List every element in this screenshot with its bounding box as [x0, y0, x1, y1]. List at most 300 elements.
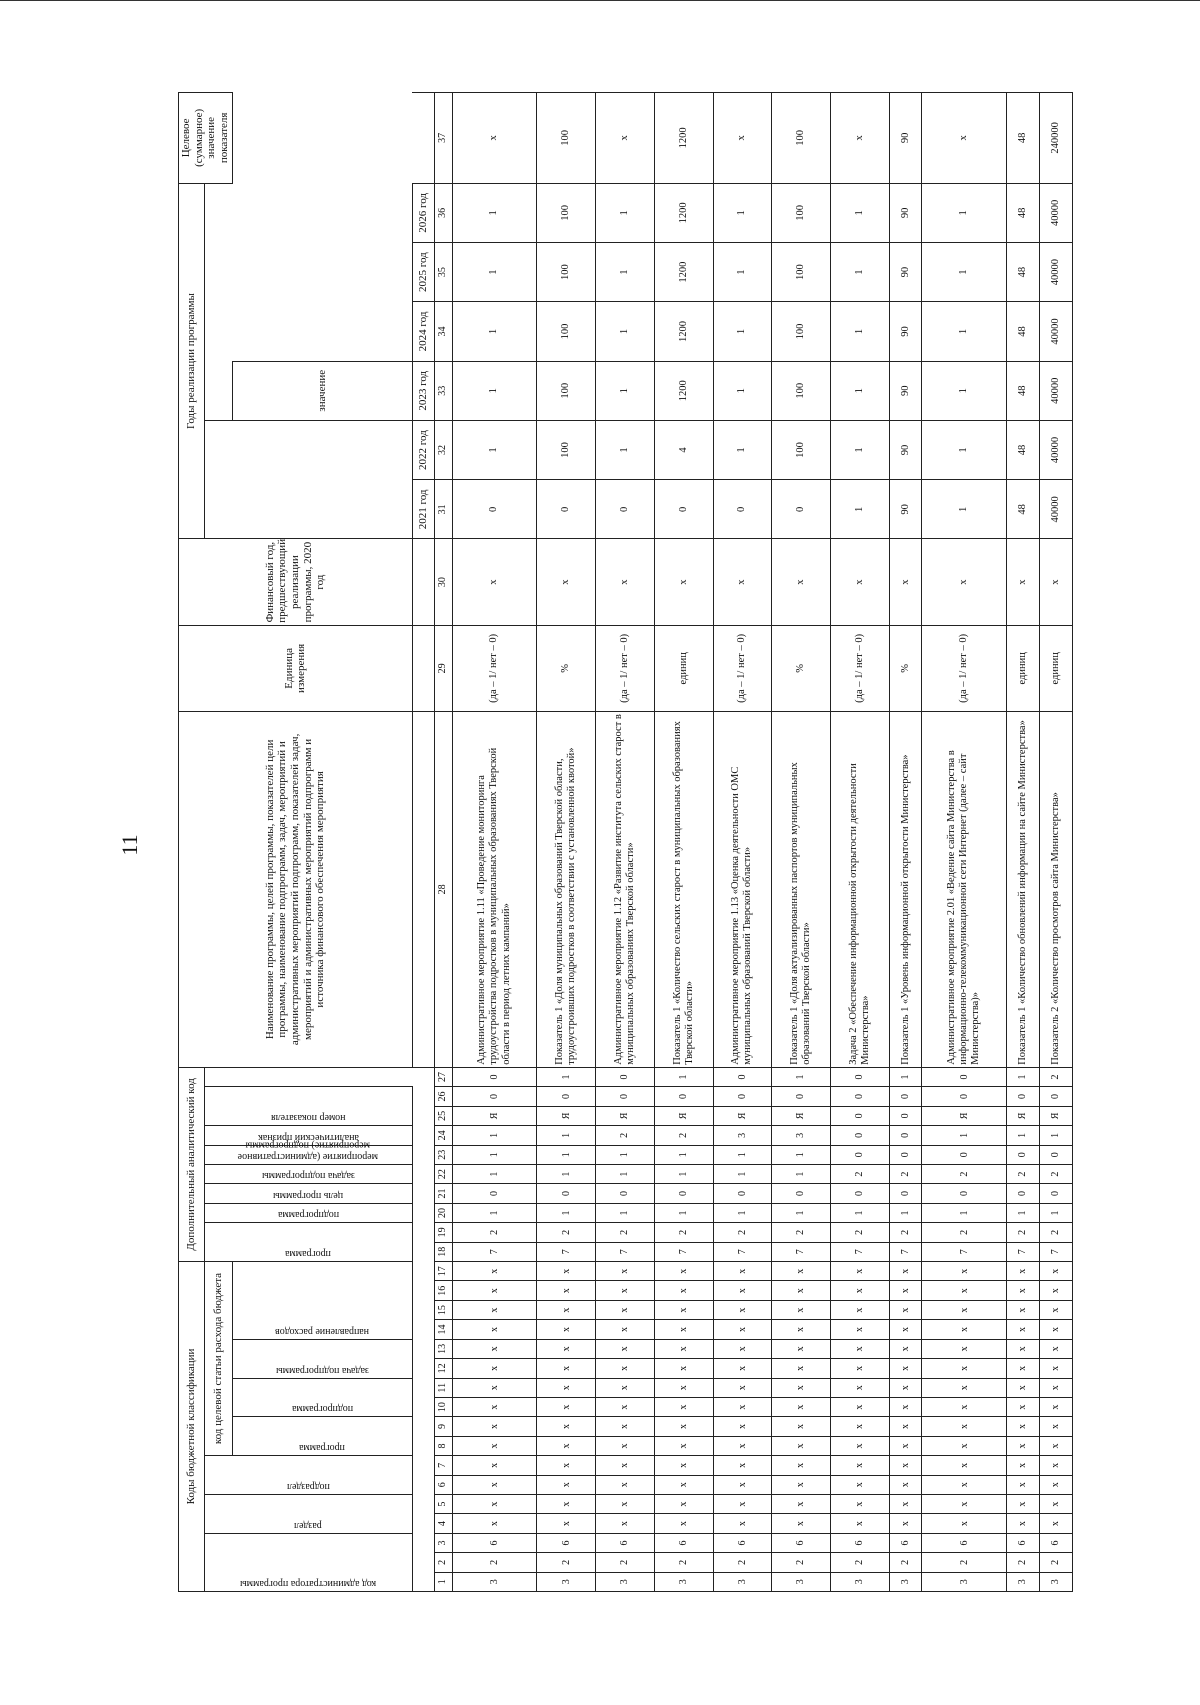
code-digit-cell: x [922, 1436, 1007, 1455]
code-digit-cell: x [922, 1378, 1007, 1397]
code-digit-cell: x [831, 1397, 890, 1416]
code-digit-cell: x [713, 1436, 772, 1455]
section-header: раздел [205, 1494, 413, 1533]
code-digit-cell: 0 [922, 1087, 1007, 1106]
code-digit-cell: 0 [831, 1087, 890, 1106]
code-digit-cell: 2 [537, 1223, 596, 1242]
code-digit-cell: x [654, 1300, 713, 1319]
code-digit-cell: x [922, 1475, 1007, 1494]
code-digit-cell: x [654, 1281, 713, 1300]
code-digit-cell: 1 [1039, 1203, 1072, 1222]
row-name-cell: Административное мероприятие 1.13 «Оценка деятельности ОМС муниципальных образований Тверской области» [713, 711, 772, 1067]
target-article-header: код целевой статьи расхода бюджета [205, 1261, 233, 1455]
year-value-cell: 100 [537, 420, 596, 479]
code-digit-cell: x [922, 1494, 1007, 1513]
code-digit-cell: x [922, 1300, 1007, 1319]
code-digit-cell: x [1007, 1475, 1040, 1494]
code-digit-cell: x [537, 1456, 596, 1475]
code-digit-cell: 1 [1007, 1126, 1040, 1145]
year-value-cell: 48 [1007, 243, 1040, 302]
code-digit-cell: x [1007, 1300, 1040, 1319]
code-digit-cell: 2 [831, 1223, 890, 1242]
code-spacer [412, 1067, 434, 1591]
column-number-cell: 16 [434, 1281, 452, 1300]
column-number-cell: 37 [434, 93, 452, 184]
code-digit-cell: 1 [889, 1067, 922, 1087]
code-digit-cell: 0 [596, 1067, 655, 1087]
code-digit-cell: x [537, 1339, 596, 1358]
row-name-cell: Задача 2 «Обеспечение информационной открытости деятельности Министерства» [831, 711, 890, 1067]
indicators-table [178, 92, 1073, 1592]
code-digit-cell: 0 [1039, 1145, 1072, 1164]
code-digit-cell: 7 [537, 1242, 596, 1261]
code-digit-cell: 1 [537, 1145, 596, 1164]
column-number-cell: 26 [434, 1087, 452, 1106]
year-value-cell: 1200 [654, 243, 713, 302]
prev-year-cell: x [772, 539, 831, 625]
column-number-cell: 24 [434, 1126, 452, 1145]
year-value-cell: 1 [452, 420, 537, 479]
column-number-cell: 3 [434, 1533, 452, 1552]
table-row [596, 93, 655, 1592]
code-digit-cell: 0 [713, 1184, 772, 1203]
year-value-cell: 100 [772, 183, 831, 242]
code-digit-cell: x [1007, 1281, 1040, 1300]
target-value-cell: 90 [889, 93, 922, 184]
code-digit-cell: x [831, 1417, 890, 1436]
code-digit-cell: x [1007, 1339, 1040, 1358]
year-2021-header: 2021 год [412, 480, 434, 539]
prev-year-cell: x [537, 539, 596, 625]
code-digit-cell: 3 [831, 1572, 890, 1591]
year-value-cell: 90 [889, 361, 922, 420]
code-digit-cell: 0 [831, 1145, 890, 1164]
a-goal-header: цель программы [205, 1184, 413, 1203]
year-value-cell: 0 [452, 480, 537, 539]
code-digit-cell: x [1039, 1514, 1072, 1533]
code-digit-cell: 1 [596, 1145, 655, 1164]
code-digit-cell: 1 [654, 1145, 713, 1164]
year-value-cell: 90 [889, 420, 922, 479]
column-number-cell: 6 [434, 1475, 452, 1494]
code-digit-cell: 1 [596, 1164, 655, 1183]
target-value-cell: 100 [772, 93, 831, 184]
year-value-cell: 90 [889, 243, 922, 302]
code-digit-cell: 3 [537, 1572, 596, 1591]
code-digit-cell: x [1039, 1320, 1072, 1339]
code-digit-cell: x [537, 1281, 596, 1300]
value-spacer [412, 93, 434, 184]
year-value-cell: 1 [831, 480, 890, 539]
year-value-cell: 1 [922, 480, 1007, 539]
prev-year-cell: x [654, 539, 713, 625]
year-value-cell: 1 [713, 183, 772, 242]
year-value-cell: 1 [452, 361, 537, 420]
code-digit-cell: 2 [1039, 1067, 1072, 1087]
code-digit-cell: 1 [452, 1145, 537, 1164]
prev-spacer [412, 539, 434, 625]
code-digit-cell: 3 [596, 1572, 655, 1591]
year-value-cell: 1 [713, 302, 772, 361]
target-value-header: Целевое (суммарное) значение показателя [179, 93, 233, 184]
year-value-cell: 100 [772, 302, 831, 361]
code-digit-cell: x [1007, 1436, 1040, 1455]
code-digit-cell: x [537, 1494, 596, 1513]
code-digit-cell: x [596, 1456, 655, 1475]
code-digit-cell: x [537, 1320, 596, 1339]
code-digit-cell: 1 [713, 1164, 772, 1183]
code-digit-cell: x [452, 1494, 537, 1513]
code-digit-cell: 7 [772, 1242, 831, 1261]
code-digit-cell: x [889, 1417, 922, 1436]
row-name-cell: Показатель 1 «Количество сельских старост в муниципальных образованиях Тверской области» [654, 711, 713, 1067]
unit-cell: (да – 1/ нет – 0) [831, 625, 890, 711]
name-spacer [412, 711, 434, 1067]
code-digit-cell: 2 [452, 1553, 537, 1572]
year-2026-header: 2026 год [412, 183, 434, 242]
code-digit-cell: x [772, 1261, 831, 1281]
column-number-cell: 32 [434, 420, 452, 479]
code-digit-cell: x [1039, 1456, 1072, 1475]
years-header: Годы реализации программы [179, 183, 205, 539]
table-row [922, 93, 1007, 1592]
year-value-cell: 90 [889, 480, 922, 539]
code-digit-cell: x [922, 1359, 1007, 1378]
code-digit-cell: 1 [1007, 1203, 1040, 1222]
unit-cell: % [537, 625, 596, 711]
a-sign-header: аналитический признак [205, 1126, 413, 1145]
year-value-cell: 1 [596, 243, 655, 302]
code-digit-cell: 2 [1039, 1553, 1072, 1572]
code-digit-cell: x [772, 1359, 831, 1378]
code-digit-cell: 2 [452, 1223, 537, 1242]
code-digit-cell: x [831, 1456, 890, 1475]
code-digit-cell: 2 [596, 1223, 655, 1242]
table-row [889, 93, 922, 1592]
code-digit-cell: 7 [922, 1242, 1007, 1261]
code-digit-cell: x [922, 1281, 1007, 1300]
year-value-cell: 1 [713, 420, 772, 479]
target-value-cell: x [452, 93, 537, 184]
prev-year-cell: x [831, 539, 890, 625]
code-digit-cell: x [537, 1475, 596, 1494]
code-digit-cell: x [452, 1397, 537, 1416]
row-name-cell: Показатель 2 «Количество просмотров сайта Министерства» [1039, 711, 1072, 1067]
column-number-cell: 8 [434, 1436, 452, 1455]
code-digit-cell: 2 [831, 1164, 890, 1183]
code-digit-cell: 1 [772, 1203, 831, 1222]
code-digit-cell: x [922, 1261, 1007, 1281]
column-number-cell: 2 [434, 1553, 452, 1572]
prev-year-cell: x [713, 539, 772, 625]
target-value-cell: 48 [1007, 93, 1040, 184]
table-row [452, 93, 537, 1592]
code-digit-cell: x [831, 1494, 890, 1513]
code-digit-cell: x [596, 1436, 655, 1455]
code-digit-cell: 3 [889, 1572, 922, 1591]
column-number-cell: 36 [434, 183, 452, 242]
code-digit-cell: 6 [772, 1533, 831, 1552]
code-digit-cell: 2 [922, 1223, 1007, 1242]
column-number-cell: 19 [434, 1223, 452, 1242]
code-digit-cell: 7 [452, 1242, 537, 1261]
column-number-cell: 21 [434, 1184, 452, 1203]
code-digit-cell: x [772, 1456, 831, 1475]
year-value-cell: 1 [452, 302, 537, 361]
code-digit-cell: 0 [922, 1067, 1007, 1087]
code-digit-cell: x [452, 1436, 537, 1455]
target-value-cell: x [713, 93, 772, 184]
code-digit-cell: 1 [1007, 1067, 1040, 1087]
code-digit-cell: 0 [831, 1067, 890, 1087]
code-digit-cell: x [713, 1475, 772, 1494]
year-2024-header: 2024 год [412, 302, 434, 361]
year-2022-header: 2022 год [412, 420, 434, 479]
name-header: Наименование программы, целей программы, показателей цели программы, наименование подпрограмм, задач, мероприятий и административных мероприятий подпрограмм, показателей задач, мероприятий и административных мероприятий подпрограмм и источника финансового обеспечения мероприятия [179, 711, 413, 1067]
code-digit-cell: x [452, 1300, 537, 1319]
year-value-cell: 0 [772, 480, 831, 539]
code-digit-cell: 2 [713, 1223, 772, 1242]
code-digit-cell: x [831, 1514, 890, 1533]
prev-year-cell: x [922, 539, 1007, 625]
prev-year-cell: x [452, 539, 537, 625]
code-digit-cell: x [654, 1261, 713, 1281]
code-digit-cell: x [772, 1320, 831, 1339]
code-digit-cell: 1 [713, 1145, 772, 1164]
code-digit-cell: x [713, 1417, 772, 1436]
code-digit-cell: x [1039, 1281, 1072, 1300]
code-digit-cell: 0 [889, 1087, 922, 1106]
code-digit-cell: x [1007, 1494, 1040, 1513]
code-digit-cell: 2 [1039, 1164, 1072, 1183]
code-digit-cell: x [654, 1475, 713, 1494]
code-digit-cell: 2 [654, 1553, 713, 1572]
year-value-cell: 1 [596, 183, 655, 242]
code-digit-cell: x [1039, 1494, 1072, 1513]
row-name-cell: Показатель 1 «Уровень информационной открытости Министерства» [889, 711, 922, 1067]
year-value-cell: 1 [831, 420, 890, 479]
year-value-cell: 90 [889, 302, 922, 361]
table-row [713, 93, 772, 1592]
code-digit-cell: x [1039, 1378, 1072, 1397]
code-digit-cell: 2 [1007, 1553, 1040, 1572]
code-digit-cell: 1 [654, 1203, 713, 1222]
code-digit-cell: x [922, 1320, 1007, 1339]
code-digit-cell: 2 [713, 1553, 772, 1572]
column-number-cell: 35 [434, 243, 452, 302]
code-digit-cell: 1 [537, 1126, 596, 1145]
code-digit-cell: x [537, 1261, 596, 1281]
code-digit-cell: x [654, 1397, 713, 1416]
code-digit-cell: x [452, 1514, 537, 1533]
code-digit-cell: 3 [1039, 1572, 1072, 1591]
column-number-cell: 17 [434, 1261, 452, 1281]
task-header: задача подпрограммы [232, 1339, 412, 1378]
scan-edge-line [0, 0, 1200, 1]
a-indicator-header: номер показателя [205, 1087, 413, 1126]
year-2025-header: 2025 год [412, 243, 434, 302]
code-digit-cell: x [922, 1456, 1007, 1475]
code-digit-cell: Я [772, 1106, 831, 1125]
code-digit-cell: x [889, 1475, 922, 1494]
code-digit-cell: x [1007, 1397, 1040, 1416]
admin-code-header: код администратора программы [205, 1533, 413, 1591]
year-value-cell: 1 [713, 361, 772, 420]
code-digit-cell: 1 [922, 1126, 1007, 1145]
code-digit-cell: x [713, 1300, 772, 1319]
target-value-cell: 100 [537, 93, 596, 184]
code-digit-cell: 6 [537, 1533, 596, 1552]
code-digit-cell: 0 [831, 1106, 890, 1125]
year-value-cell: 48 [1007, 420, 1040, 479]
code-digit-cell: 2 [922, 1164, 1007, 1183]
code-digit-cell: x [654, 1514, 713, 1533]
additional-code-header: Дополнительный аналитический код [179, 1067, 205, 1261]
code-digit-cell: x [452, 1320, 537, 1339]
code-digit-cell: x [537, 1514, 596, 1533]
code-digit-cell: 2 [831, 1553, 890, 1572]
code-digit-cell: 0 [1007, 1184, 1040, 1203]
year-value-cell: 100 [537, 243, 596, 302]
direction-header: направление расходов [232, 1261, 412, 1339]
code-digit-cell: 3 [1007, 1572, 1040, 1591]
year-value-cell: 100 [537, 183, 596, 242]
year-value-cell: 100 [772, 243, 831, 302]
target-value-cell: x [596, 93, 655, 184]
table-row [831, 93, 890, 1592]
year-value-cell: 100 [537, 302, 596, 361]
year-value-cell: 1200 [654, 361, 713, 420]
year-value-cell: 90 [889, 183, 922, 242]
year-value-cell: 4 [654, 420, 713, 479]
code-digit-cell: x [452, 1378, 537, 1397]
code-digit-cell: 0 [922, 1145, 1007, 1164]
code-digit-cell: x [452, 1456, 537, 1475]
unit-cell: единиц [654, 625, 713, 711]
year-2023-header: 2023 год [412, 361, 434, 420]
target-value-cell: x [922, 93, 1007, 184]
target-value-cell: 1200 [654, 93, 713, 184]
year-value-cell: 1 [922, 361, 1007, 420]
code-digit-cell: x [889, 1300, 922, 1319]
page-number: 11 [117, 834, 142, 856]
code-digit-cell: x [596, 1320, 655, 1339]
year-value-cell: 40000 [1039, 420, 1072, 479]
unit-cell: (да – 1/ нет – 0) [452, 625, 537, 711]
code-digit-cell: x [772, 1475, 831, 1494]
unit-cell: (да – 1/ нет – 0) [713, 625, 772, 711]
a-event-header: мероприятие (административное мероприятие) подпрограммы [205, 1145, 413, 1164]
code-digit-cell: Я [713, 1106, 772, 1125]
year-value-cell: 1 [831, 183, 890, 242]
code-digit-cell: x [889, 1320, 922, 1339]
code-digit-cell: x [1007, 1456, 1040, 1475]
column-number-cell: 1 [434, 1572, 452, 1591]
column-number-cell: 4 [434, 1514, 452, 1533]
column-number-cell: 20 [434, 1203, 452, 1222]
code-digit-cell: 0 [596, 1184, 655, 1203]
code-digit-cell: x [537, 1417, 596, 1436]
code-digit-cell: 0 [889, 1106, 922, 1125]
code-digit-cell: 0 [889, 1126, 922, 1145]
code-digit-cell: x [1039, 1397, 1072, 1416]
code-digit-cell: x [452, 1339, 537, 1358]
table-body [434, 93, 1072, 1592]
code-digit-cell: x [889, 1456, 922, 1475]
code-digit-cell: x [713, 1281, 772, 1300]
year-value-cell: 1200 [654, 183, 713, 242]
code-digit-cell: 0 [889, 1184, 922, 1203]
unit-cell: % [889, 625, 922, 711]
table-row [1039, 93, 1072, 1592]
code-digit-cell: x [713, 1261, 772, 1281]
column-number-cell: 34 [434, 302, 452, 361]
code-digit-cell: 6 [922, 1533, 1007, 1552]
code-digit-cell: x [889, 1261, 922, 1281]
code-digit-cell: 3 [772, 1572, 831, 1591]
column-number-cell: 12 [434, 1359, 452, 1378]
code-digit-cell: x [654, 1436, 713, 1455]
code-digit-cell: x [889, 1514, 922, 1533]
unit-cell: (да – 1/ нет – 0) [596, 625, 655, 711]
code-digit-cell: x [537, 1300, 596, 1319]
code-digit-cell: 1 [537, 1203, 596, 1222]
code-digit-cell: x [537, 1397, 596, 1416]
code-digit-cell: 2 [654, 1126, 713, 1145]
year-value-cell: 1 [831, 361, 890, 420]
code-digit-cell: x [889, 1339, 922, 1358]
column-number-cell: 22 [434, 1164, 452, 1183]
code-digit-cell: x [596, 1494, 655, 1513]
code-digit-cell: x [1039, 1417, 1072, 1436]
code-digit-cell: 0 [772, 1087, 831, 1106]
year-value-cell: 48 [1007, 361, 1040, 420]
code-digit-cell: 0 [1007, 1145, 1040, 1164]
column-number-cell: 15 [434, 1300, 452, 1319]
code-digit-cell: 0 [772, 1184, 831, 1203]
code-digit-cell: x [831, 1339, 890, 1358]
column-number-cell: 25 [434, 1106, 452, 1125]
document-sheet [178, 92, 1071, 1592]
a-subprogram-header: подпрограмма [205, 1203, 413, 1222]
column-number-cell: 13 [434, 1339, 452, 1358]
code-digit-cell: 0 [831, 1126, 890, 1145]
prev-year-cell: x [1039, 539, 1072, 625]
code-digit-cell: 7 [831, 1242, 890, 1261]
code-digit-cell: 1 [831, 1203, 890, 1222]
code-digit-cell: x [713, 1494, 772, 1513]
code-digit-cell: 2 [1039, 1223, 1072, 1242]
year-value-cell: 40000 [1039, 183, 1072, 242]
unit-header: Единица измерения [179, 625, 413, 711]
column-number-cell: 7 [434, 1456, 452, 1475]
code-digit-cell: x [922, 1417, 1007, 1436]
code-digit-cell: 2 [1007, 1164, 1040, 1183]
code-digit-cell: Я [452, 1106, 537, 1125]
year-value-cell: 1 [596, 302, 655, 361]
code-digit-cell: x [889, 1359, 922, 1378]
code-digit-cell: x [537, 1359, 596, 1378]
code-digit-cell: 6 [654, 1533, 713, 1552]
code-digit-cell: 1 [596, 1203, 655, 1222]
row-name-cell: Административное мероприятие 1.11 «Проведение мониторинга трудоустройства подростков в муниципальных образованиях Тверской области в период летних кампаний» [452, 711, 537, 1067]
code-digit-cell: 1 [654, 1067, 713, 1087]
code-digit-cell: 2 [654, 1223, 713, 1242]
code-digit-cell: 1 [537, 1067, 596, 1087]
code-digit-cell: 3 [654, 1572, 713, 1591]
column-number-cell: 28 [434, 711, 452, 1067]
code-digit-cell: x [654, 1359, 713, 1378]
